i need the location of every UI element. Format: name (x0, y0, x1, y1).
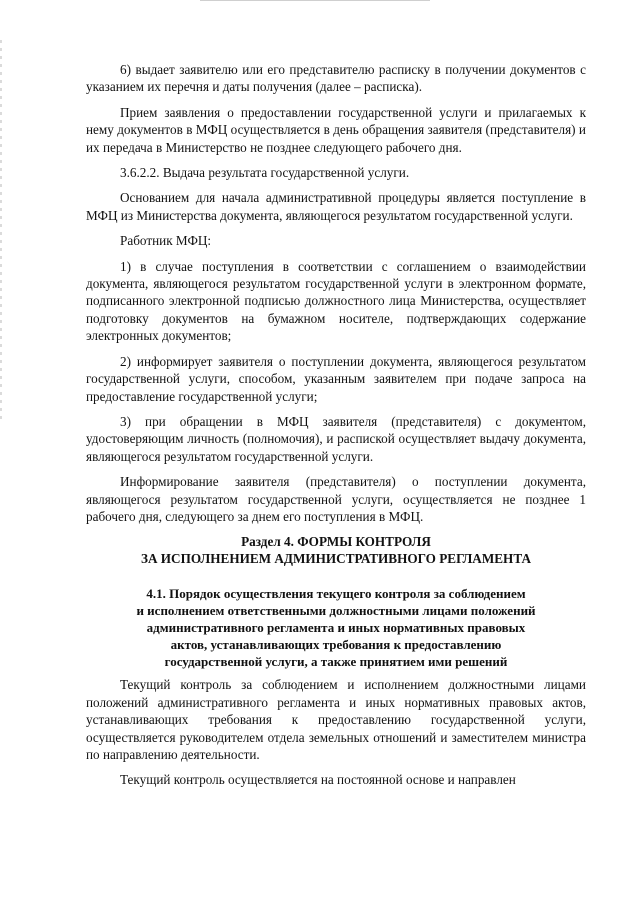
section-heading (86, 533, 586, 567)
paragraph-item-2: 2) информирует заявителя о поступлении документа, являющегося результатом государственной услуги, способом, указанным заявителем при подаче запроса на предоставление государственной услуги; (86, 353, 586, 404)
document-body (86, 61, 586, 797)
paragraph-informing: Информирование заявителя (представителя) о поступлении документа, являющегося результатом государственной услуги, осуществляется не позднее 1 рабочего дня, следующего за днем его поступления в МФЦ. (86, 474, 586, 524)
subsection-heading-line-4: актов, устанавливающих требования к предоставлению (170, 637, 502, 653)
scan-left-edge (0, 40, 2, 420)
subsection-heading-line-1: 4.1. Порядок осуществления текущего контроля за соблюдением (146, 586, 526, 602)
subsection-heading-line-3: административного регламента и иных нормативных правовых (146, 620, 526, 636)
scan-top-rule (200, 0, 430, 1)
paragraph-procedure-basis: Основанием для начала административной процедуры является поступление в МФЦ из Министерства документа, являющегося результатом государственной услуги. (86, 190, 586, 223)
paragraph-current-control: Текущий контроль за соблюдением и исполнением должностными лицами положений административного регламента и иных нормативных правовых актов, устанавливающих требования к предоставлению государственной услуги, осуществляется руководителем отдела земельных отношений и заместителем министра по направлению деятельности. (86, 677, 586, 762)
paragraph-item-3: 3) при обращении в МФЦ заявителя (представителя) с документом, удостоверяющим личность (полномочия), и распиской осуществляет выдачу документа, являющегося результатом государственной услуги. (86, 413, 586, 464)
paragraph-3-6-2-2: 3.6.2.2. Выдача результата государственной услуги. (120, 165, 410, 181)
section-heading-line-2: ЗА ИСПОЛНЕНИЕМ АДМИНИСТРАТИВНОГО РЕГЛАМЕНТА (141, 551, 531, 567)
paragraph-receipt: 6) выдает заявителю или его представителю расписку в получении документов с указанием их перечня и даты получения (далее – расписка). (86, 62, 586, 95)
paragraph-item-1: 1) в случае поступления в соответствии с соглашением о взаимодействии документа, являющегося результатом государственной услуги в электронном формате, подписанного электронной подписью должностного лица Министерства, осуществляет подготовку документов на бумажном носителе, подтверждающих содержание электронных документов; (86, 258, 586, 344)
paragraph-control-continuous: Текущий контроль осуществляется на постоянной основе и направлен (120, 772, 516, 788)
paragraph-mfc-worker: Работник МФЦ: (120, 233, 212, 249)
subsection-heading (86, 585, 586, 670)
paragraph-application-acceptance: Прием заявления о предоставлении государственной услуги и прилагаемых к нему документов в МФЦ осуществляется в день обращения заявителя (представителя) и их передача в Министерство не позднее следующего рабочего дня. (86, 104, 586, 155)
section-heading-line-1: Раздел 4. ФОРМЫ КОНТРОЛЯ (241, 534, 431, 550)
subsection-heading-line-5: государственной услуги, а также принятием ими решений (164, 654, 508, 670)
subsection-heading-line-2: и исполнением ответственными должностными лицами положений (136, 603, 536, 619)
